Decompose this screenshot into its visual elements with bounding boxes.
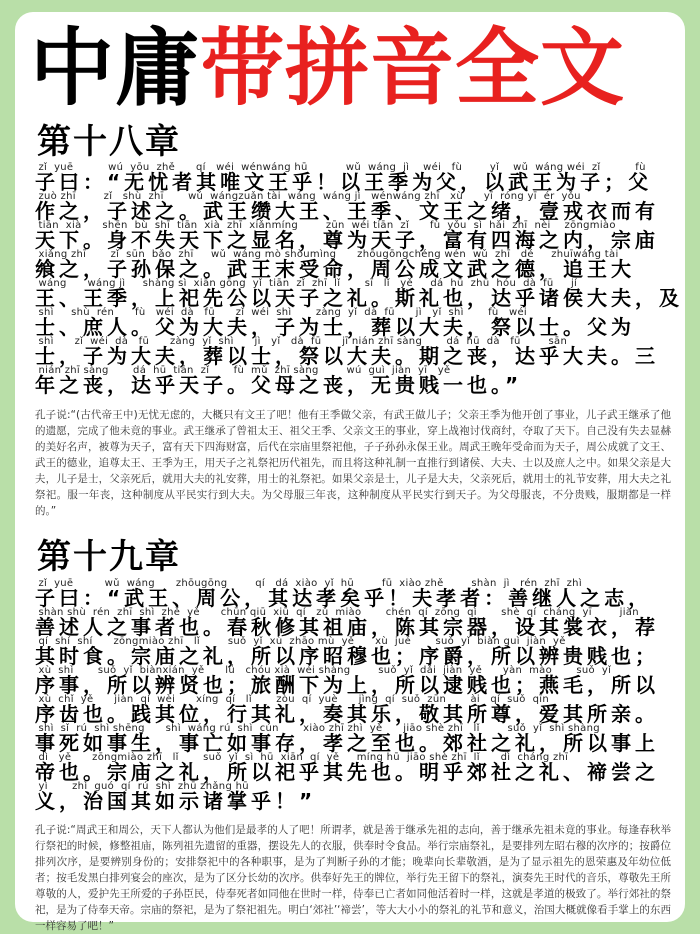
pinyin-row: wáng wáng jì shàng sì xiān gōng yǐ tiān zǐ zhī lǐ sī lǐ yě dá hū zhū hóu dà fū jí — [35, 278, 578, 289]
text-line — [35, 278, 683, 310]
pinyin-row: nián zhī sàng dá hū tiān zǐ fù mǔ zhī sàng wú guì jiàn yī yě — [35, 365, 451, 376]
document-card — [15, 12, 685, 932]
text-line — [35, 220, 667, 252]
chapter-text-block — [35, 578, 667, 813]
text-line — [35, 636, 667, 668]
text-line — [35, 336, 667, 368]
title-part-black: 中庸 — [30, 19, 201, 117]
pinyin-row: yì zhì guó qí rú shì zhū zhǎng hū — [35, 781, 249, 792]
text-line — [35, 781, 667, 813]
hanzi-row: 王、王季，上祀先公以天子之礼。斯礼也，达乎诸侯大夫，及 — [35, 286, 683, 310]
pinyin-row: tiān xià shēn bù shī tiān xià zhī xiǎnmíng zūn wéi tiān zǐ fù yǒu sì hǎi zhī nèi zōngmiào — [35, 220, 616, 231]
text-line — [35, 365, 667, 397]
hanzi-row: 年之丧，达乎天子。父母之丧，无贵贱一也。” — [35, 373, 523, 397]
text-line — [35, 607, 667, 639]
pinyin-row: xiǎng zhī zǐ sūn bǎo zhī wǔ wáng mò shòumìng zhōugōngchéng wén wǔ zhī dé zhuīwáng tài — [35, 249, 619, 260]
pinyin-row: zǐ yuē wǔ wáng zhōugōng qí dá xiào yǐ hū fū xiào zhě shàn jì rén zhī zhì — [35, 578, 582, 589]
pinyin-row: xù chǐ yě jiàn qí wèi xíng qí lǐ zòu qí yuè jìng qí suǒ zūn ài qí suǒ qīn — [35, 694, 549, 705]
text-line — [35, 578, 667, 610]
hanzi-row: 飨之，子孙保之。武王末受命，周公成文武之德，追王大 — [35, 257, 635, 281]
hanzi-row: 作之，子述之。武王缵大王、王季、文王之绪，壹戎衣而有 — [35, 199, 659, 223]
text-line — [35, 694, 667, 726]
hanzi-row: 士，子为大夫，葬以士，祭以大夫。期之丧，达乎大夫。三 — [35, 344, 659, 368]
pinyin-row: xù shì suǒ yǐ biànxián yě lǚ chóu xià wéi shàng suǒ yǐ dǎi jiàn yě yàn mào suǒ yǐ — [35, 665, 612, 676]
text-line — [35, 307, 667, 339]
hanzi-row: 其时食。宗庙之礼，所以序昭穆也；序爵，所以辨贵贱也； — [35, 644, 659, 668]
page-title — [30, 16, 670, 120]
pinyin-row: dì yě zōngmiào zhī lǐ suǒ yǐ sì hū xiān qí yě míng hū jiāo shè zhī lǐ dì cháng zhī — [35, 752, 569, 763]
chapter-heading: 第十九章 — [37, 537, 181, 577]
pinyin-row: zǐ yuē wú yōu zhě qí wéi wénwáng hū wǔ wáng jì wéi fù yǐ wǔ wáng wéi zǐ fù — [35, 162, 646, 173]
chapter-explanation: 孔子说:“周武王和周公，天下人都认为他们是最孝的人了吧！所谓孝，就是善于继承先祖的志向，善于继承先祖未竟的事业。每逢春秋举行祭祀的时候，修整祖庙，陈列祖先遗留的重器，摆设先人的衣服，供奉时令食品。举行宗庙祭礼，是要排列左昭右穆的次序的；按爵位排列次序，是要辨别身份的；安排祭祀中的各种职事，是为了判断子孙的才能；晚辈向长辈敬酒，是为了显示祖先的恩荣惠及年幼位低者；按毛发黑白排列宴会的座次，是为了区分长幼的次序。供奉好先王的牌位，举行先王留下的祭礼，演奏先王时代的音乐，尊敬先王所尊敬的人，爱护先王所爱的子孙臣民，侍奉死者如同他在世时一样，侍奉已亡者如同他活着时一样，这就是孝道的极致了。举行郊社的祭祀，是为了侍奉天帝。宗庙的祭祀，是为了祭祀祖先。明白‘郊社’‘禘尝’，等大大小小的祭礼的礼节和意义，治国大概就像看手掌上的东西一样容易了吧！” — [35, 824, 671, 932]
hanzi-row: 善述人之事者也。春秋修其祖庙，陈其宗器，设其裳衣，荐 — [35, 615, 659, 639]
text-line — [35, 723, 667, 755]
text-line — [35, 191, 667, 223]
pinyin-row: shàn shù rén zhī shì zhě yě chūn qiū xiū qí zǔ miào chén qí zōng qì shè qí cháng yī jiàn — [35, 607, 639, 618]
hanzi-row: 子曰：“武王、周公，其达孝矣乎！夫孝者：善继人之志， — [35, 586, 653, 610]
pinyin-row: shì zǐ wéi dà fū zàng yǐ shì jì yǐ dà fū jī nián zhī sàng dá hū dà fū sān — [35, 336, 568, 347]
text-line — [35, 665, 667, 697]
hanzi-row: 序事，所以辨贤也；旅酬下为上，所以逮贱也；燕毛，所以 — [35, 673, 659, 697]
title-part-red: 带拼音全文 — [200, 19, 626, 117]
text-line — [35, 249, 667, 281]
chapter-explanation: 孔子说:“(古代帝王中)无忧无虑的，大概只有文王了吧！他有王季做父亲，有武王做儿子；父亲王季为他开创了事业，儿子武王继承了他的遗愿，完成了他未竟的事业。武王继承了曾祖太王、祖父王季、父亲文王的事业，穿上战袍讨伐商纣，夺取了天下。自己没有失去显赫的美好名声，被尊为天子，富有天下四海财富，后代在宗庙里祭祀他，子子孙孙永保王业。周武王晚年受命而为天子，周公成就了文王、武王的德业，追尊太王、王季为王，用天子之礼祭祀历代祖先，而且将这种礼制一直推行到诸侯、大夫、士以及庶人之中。如果父亲是大夫，儿子是士，父亲死后，就用大夫的礼安葬，用士的礼祭祀。如果父亲是士，儿子是大夫，父亲死后，就用士的礼节安葬，用大夫之礼祭祀。服一年丧，这种制度从平民实行到大夫。为父母服三年丧，这种制度从平民实行到天子。为父母服丧，不分贵贱，服期都是一样的。” — [35, 409, 671, 517]
chapter-text-block — [35, 162, 683, 397]
hanzi-row: 子曰：“无忧者其唯文王乎！以王季为父，以武王为子；父 — [35, 170, 653, 194]
hanzi-row: 义，治国其如示诸掌乎！” — [35, 789, 317, 813]
hanzi-row: 序齿也。践其位，行其礼，奏其乐，敬其所尊，爱其所亲。 — [35, 702, 659, 726]
pinyin-row: shì shù rén fù wéi dà fū zǐ wéi shì zàng yǐ dà fū jì yǐ shì fù wéi — [35, 307, 527, 318]
hanzi-row: 士、庶人。父为大夫，子为士，葬以大夫，祭以士。父为 — [35, 315, 635, 339]
pinyin-row: zuò zhī zǐ shù zhī wǔ wángzuǎn tài wáng wáng jì wénwáng zhī xù yī róng yī ér yǒu — [35, 191, 581, 202]
text-line — [35, 162, 667, 194]
pinyin-row: shì sǐ rú shì shēng shì wáng rú shì cún xiào zhī zhì yě jiāo shè zhī lǐ suǒ yǐ shì shàng — [35, 723, 600, 734]
hanzi-row: 帝也。宗庙之礼，所以祀乎其先也。明乎郊社之礼、禘尝之 — [35, 760, 659, 784]
chapter-heading: 第十八章 — [37, 122, 181, 162]
pinyin-row: qí shí shí zōngmiào zhī lǐ suǒ yǐ xù zhāo mù yě xù jué suǒ yǐ biàn guì jiàn yě — [35, 636, 566, 647]
hanzi-row: 天下。身不失天下之显名，尊为天子，富有四海之内，宗庙 — [35, 228, 659, 252]
text-line — [35, 752, 667, 784]
hanzi-row: 事死如事生，事亡如事存，孝之至也。郊社之礼，所以事上 — [35, 731, 659, 755]
